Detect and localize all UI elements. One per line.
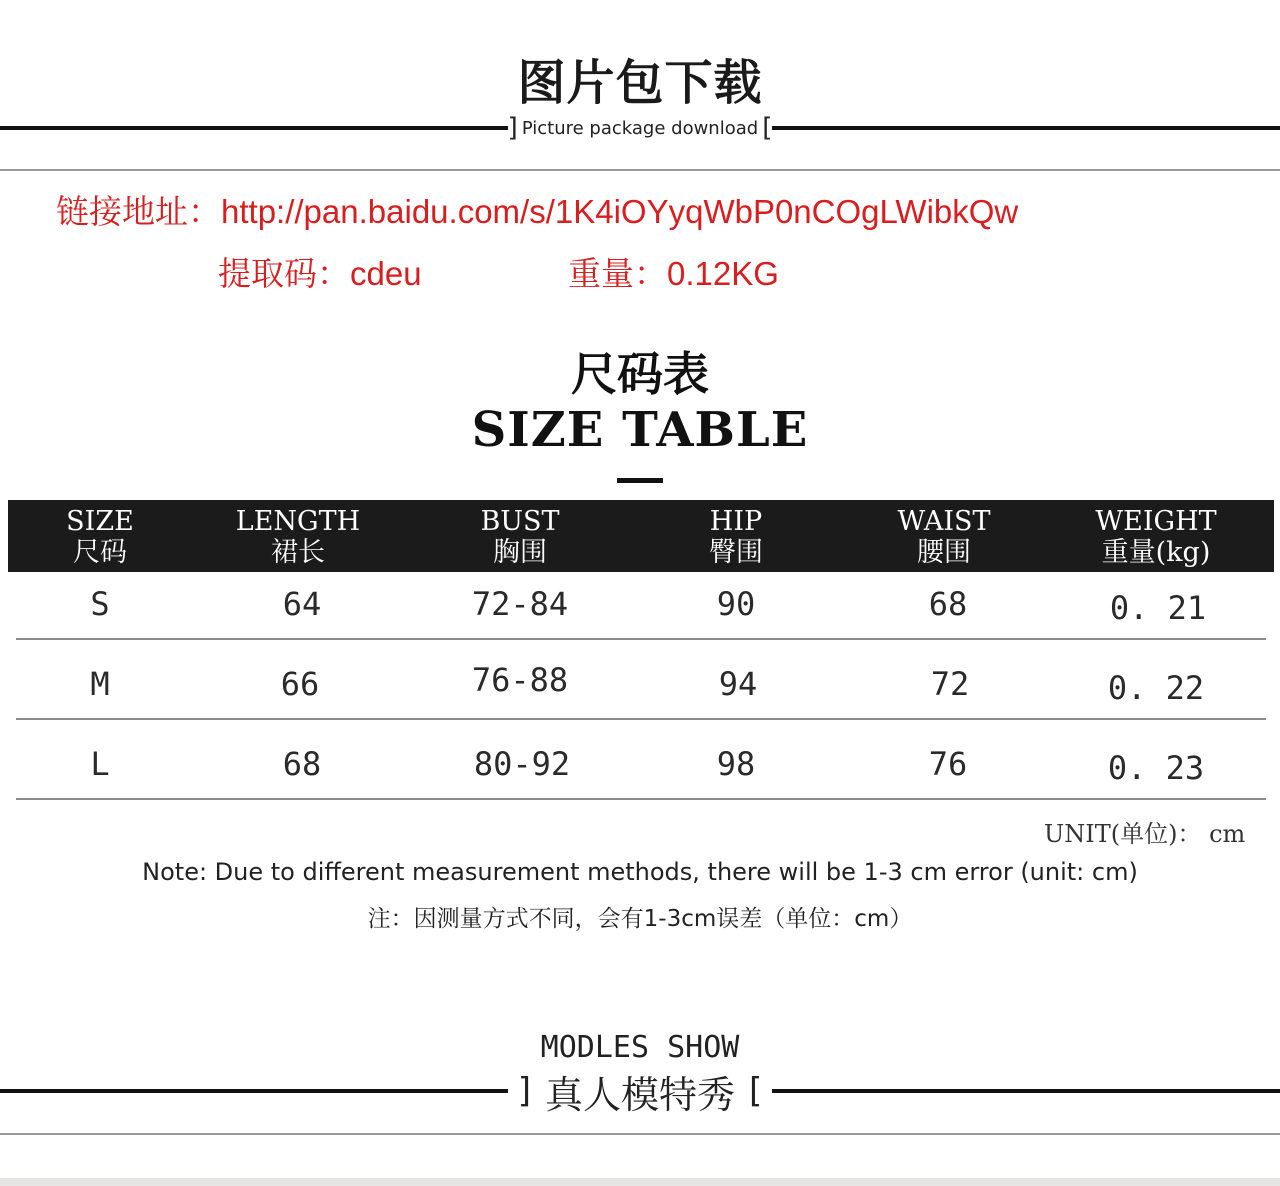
table-row: [0, 732, 1280, 812]
link-label: 链接地址：: [56, 193, 221, 230]
cell-waist: 72: [930, 665, 970, 703]
models-subtitle: [500, 1066, 780, 1116]
code-label: 提取码：: [218, 255, 350, 292]
cell-waist: 76: [928, 745, 968, 783]
cell-weight: 0. 23: [1107, 749, 1205, 787]
unit-label: UNIT(单位)： cm: [1044, 820, 1246, 848]
bracket-right: [: [762, 113, 773, 143]
note-chinese: 注：因测量方式不同，会有1-3cm误差（单位：cm）: [367, 906, 913, 932]
cell-hip: 98: [716, 745, 756, 783]
size-table-title-cn: 尺码表: [571, 347, 709, 401]
cell-size: S: [90, 585, 110, 623]
cell-weight: 0. 22: [1107, 669, 1205, 707]
header-rule-right: [772, 126, 1280, 130]
column-header-bust: BUST 胸围: [480, 506, 560, 568]
models-divider: [0, 1133, 1280, 1135]
table-row: [0, 652, 1280, 732]
cell-length: 64: [282, 585, 322, 623]
note-english: Note: Due to different measurement methods, there will be 1-3 cm error (unit: cm): [142, 858, 1138, 886]
header-subtitle: [504, 112, 776, 144]
cell-length: 66: [280, 665, 320, 703]
page-title: 图片包下载: [517, 55, 763, 111]
table-header: [8, 500, 1274, 572]
weight-label: 重量：: [568, 255, 667, 292]
weight-value: 0.12KG: [667, 255, 779, 292]
models-title-cn: 真人模特秀: [544, 1072, 735, 1117]
download-link[interactable]: [56, 186, 1018, 233]
package-weight: [568, 248, 779, 295]
size-table-title-en: SIZE TABLE: [471, 402, 809, 458]
cell-hip: 94: [718, 665, 758, 703]
models-title-en: MODLES SHOW: [540, 1030, 740, 1065]
cell-size: M: [90, 665, 110, 703]
next-image-edge: [0, 1178, 1280, 1186]
models-rule-right: [772, 1089, 1280, 1093]
cell-weight: 0. 21: [1109, 589, 1207, 627]
subtitle-text: Picture package download: [521, 117, 759, 139]
cell-length: 68: [282, 745, 322, 783]
column-header-size: SIZE 尺码: [66, 506, 134, 568]
bracket-left: ]: [517, 1071, 531, 1111]
title-underline: [617, 478, 663, 483]
cell-waist: 68: [928, 585, 968, 623]
cell-bust: 80-92: [473, 745, 571, 783]
column-header-weight: WEIGHT 重量(kg): [1095, 506, 1217, 568]
row-divider: [16, 718, 1266, 720]
code-value: cdeu: [350, 255, 422, 292]
cell-bust: 76-88: [471, 661, 569, 699]
cell-hip: 90: [716, 585, 756, 623]
row-divider: [16, 638, 1266, 640]
column-header-length: LENGTH 裙长: [235, 506, 361, 568]
column-header-waist: WAIST 腰围: [897, 506, 991, 568]
extraction-code: [218, 248, 422, 295]
column-header-hip: HIP 臀围: [709, 506, 763, 568]
header-divider: [0, 169, 1280, 171]
row-divider: [16, 798, 1266, 800]
header-rule-left: [0, 126, 508, 130]
table-row: [0, 572, 1280, 652]
cell-bust: 72-84: [471, 585, 569, 623]
cell-size: L: [90, 745, 110, 783]
models-rule-left: [0, 1089, 508, 1093]
link-url[interactable]: http://pan.baidu.com/s/1K4iOYyqWbP0nCOgLWibkQw: [221, 193, 1019, 230]
bracket-left: ]: [507, 113, 518, 143]
bracket-right: [: [749, 1071, 763, 1111]
